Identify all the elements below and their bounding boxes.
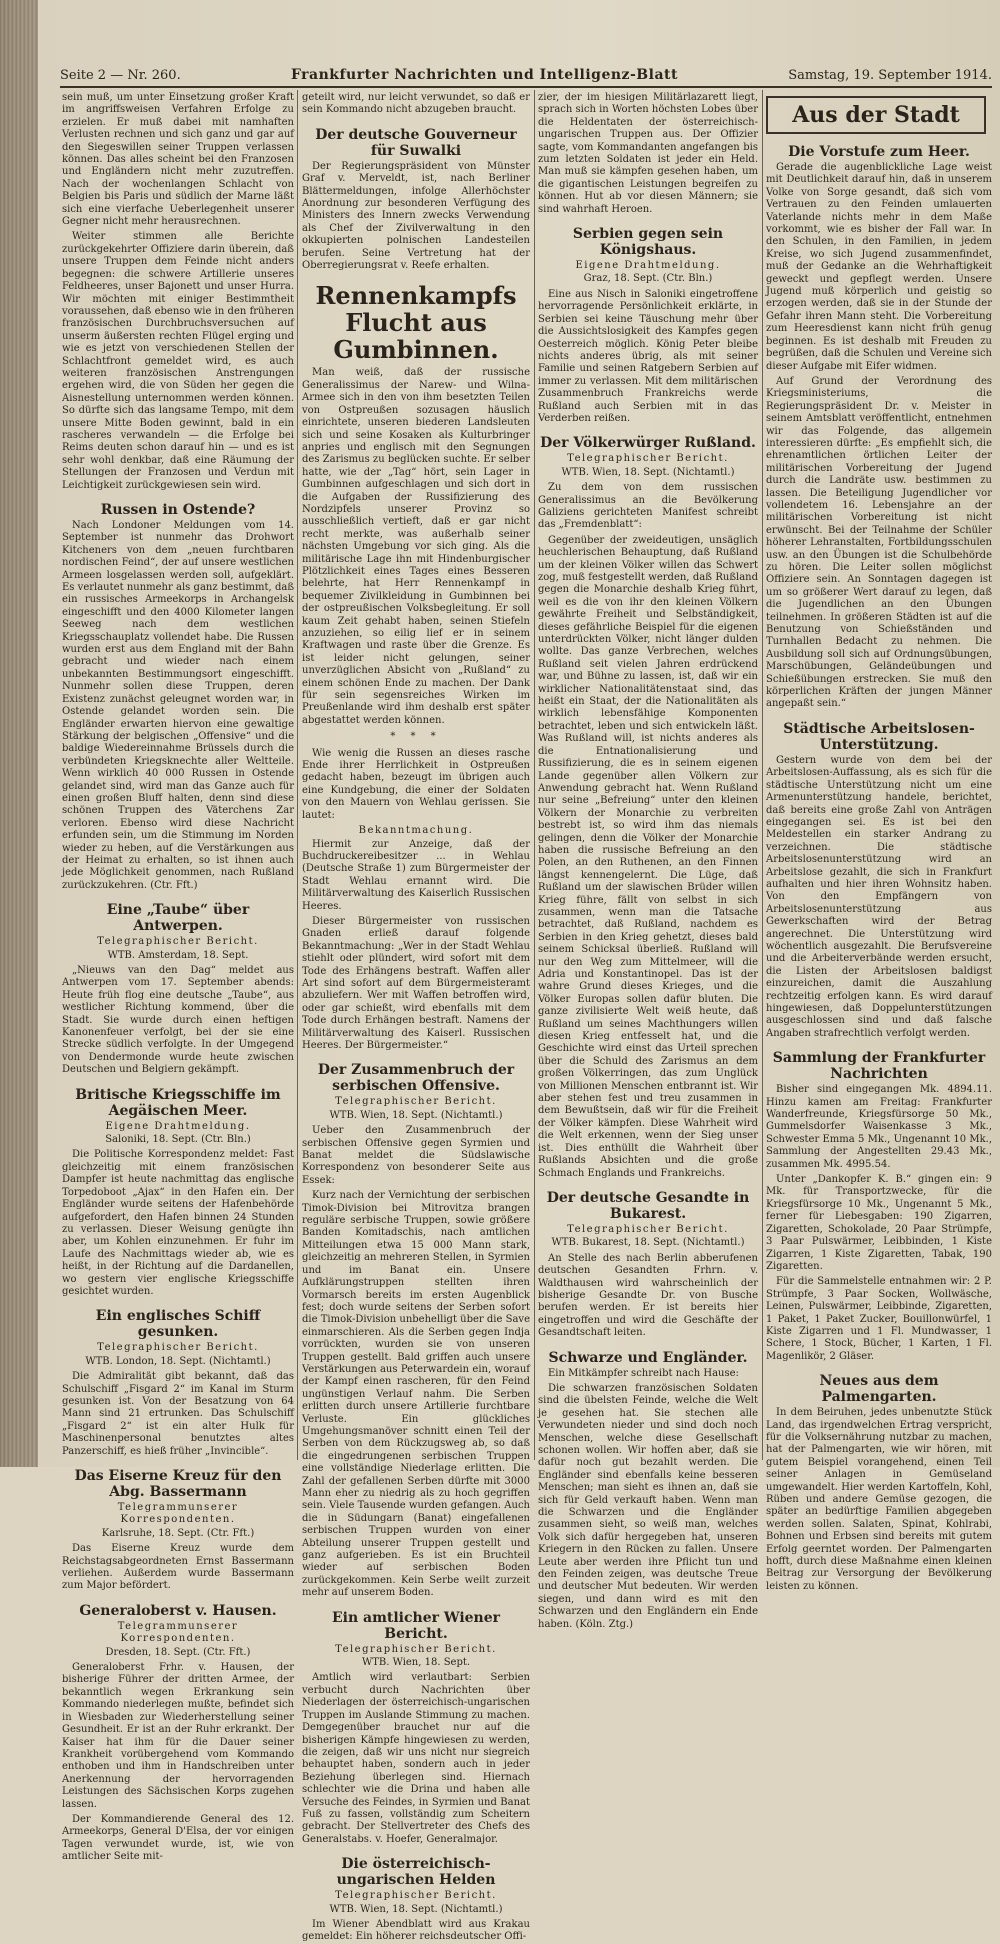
- article-headline: Ein englisches Schiff gesunken.: [95, 1308, 261, 1341]
- article-paragraph: Gestern wurde von dem bei der Arbeitslosen-Auffassung, als es sich für die städtische Unterstützung nicht um eine Armenunterstützung handele, berichtet, daß bereits eine große Zahl von Anträgen eingegangen sei. Es ist bei den Meldestellen ein starker Andrang zu verzeichnen. Die städtische Arbeitslosenunterstützung wird an Arbeitslose gezahlt, die sich in Frankfurt aufhalten und hier ihren Wohnsitz haben. Von den Empfängern von Arbeitslosenunterstützung aus Gewerkschaften wird der Betrag angerechnet. Die Unterstützung wird wöchentlich ausgezahlt. Die Berufsvereine und die Arbeiterverbände werden ersucht, die Listen der Arbeitslosen baldigst einzureichen, damit die Auszahlung rechtzeitig erfolgen kann. Es wird darauf hingewiesen, daß Doppelunterstützungen ausgeschlossen sind und daß falsche Angaben strafrechtlich verfolgt werden.: [766, 754, 992, 1039]
- article-subhead: Telegraphischer Bericht.: [567, 453, 729, 465]
- article-headline: Sammlung der Frankfurter Nachrichten: [772, 1050, 986, 1083]
- article-subhead: Telegrammunserer Korrespondenten.: [117, 1502, 239, 1526]
- article-headline: Die Vorstufe zum Heer.: [788, 144, 970, 160]
- article-paragraph: Weiter stimmen alle Berichte zurückgekehrter Offiziere darin überein, daß unsere Truppen dem Feinde nicht anders begegnen: die schwere Artillerie unseres Feldheeres, unser Bajonett und unser Hurra. Wir möchten mit einiger Bestimmtheit voraussehen, daß ebenso wie in den früheren französischen Durchbruchsversuchen auf unserm äußersten rechten Flügel erging und wie es jetzt von verschiedenen Stellen der Schlachtfront gemeldet wird, es auch weiteren französischen Anstrengungen ergehen wird, die von Süden her gegen die Aisnestellung unternommen werden können. So dürfte sich das langsame Tempo, mit dem unsere Mitte Boden gewinnt, bald in ein rascheres verwandeln — die Erfolge bei Reims deuten schon darauf hin — und es ist sehr wohl denkbar, daß eine Räumung der Stellungen der Franzosen und Verdun mit Leichtigkeit zurückgewiesen sein wird.: [62, 231, 294, 491]
- article-dateline: WTB. Amsterdam, 18. Sept.: [107, 949, 249, 961]
- article-paragraph: Der Kommandierende General des 12. Armeekorps, General D'Elsa, der vor einigen Tagen verwundet wurde, ist, wie von amtlicher Seite mit-: [62, 1813, 294, 1863]
- page-number: Seite 2 — Nr. 260.: [60, 67, 181, 83]
- article-paragraph: Kurz nach der Vernichtung der serbischen Timok-Division bei Mitrovitza brangen reguläre serbische Truppen, sowie größere Banden Komitadschis, nach amtlichen Mitteilungen etwa 15 000 Mann stark, gleichzeitig an mehreren Stellen, in Syrmien und im Banat ein. Unsere Aufklärungstruppen stellten ihren Vormarsch bereits im ersten Augenblick fest; doch wurde seitens der Serben sofort die Timok-Division unbehelligt über die Save einmarschieren. Als die Serben gegen Indja vorrückten, wurden sie von unseren Truppen gestellt. Bald griffen auch unsere Verstärkungen aus Peterwardein ein, worauf der Kampf einen rascheren, für den Feind ungünstigen Verlauf nahm. Die Serben erlitten durch unsere Artillerie furchtbare Verluste. Ein glückliches Umgehungsmanöver schnitt einen Teil der Serben von dem Rückzugsweg ab, so daß die eingedrungenen serbischen Truppen eine vollständige Niederlage erlitten. Die Zahl der gefallenen Serben dürfte mit 3000 Mann eher zu niedrig als zu hoch gegriffen sein. Viele Tausende wurden gefangen. Auch die in Südungarn (Banat) eingefallenen serbischen Truppen wurden von einer Abteilung unserer Truppen gestellt und ganz aufgerieben. Es ist ein Bruchteil wieder auf serbischen Boden zurückgekommen. Kein Serbe weilt zurzeit mehr auf unserem Boden.: [302, 1190, 530, 1599]
- article-paragraph: In dem Beiruhen, jedes unbenutzte Stück Land, das irgendwelchen Ertrag verspricht, für die Volksernährung nutzbar zu machen, hat der Palmengarten, wie wir hören, mit gutem Beispiel vorangehend, einen Teil seiner Anlagen in Gemüseland umgewandelt. Hier werden Kartoffeln, Kohl, Rüben und andere Gemüse gezogen, die später an bedürftige Familien abgegeben werden sollen. Salaten, Spinat, Kohlrabi, Bohnen und Erbsen sind bereits mit gutem Erfolg geerntet worden. Der Palmengarten hofft, durch diese Maßnahme einen kleinen Beitrag zur Versorgung der Bevölkerung leisten zu können.: [766, 1407, 992, 1592]
- section-banner: Aus der Stadt: [766, 96, 986, 134]
- article-paragraph: Eine aus Nisch in Saloniki eingetroffene hervorragende Persönlichkeit erklärte, in Serbien sei keine Täuschung mehr über die Aussichtslosigkeit des Kampfes gegen Oesterreich möglich. König Peter bleibe nichts anderes übrig, als mit seiner Familie und seinen Ratgebern Serbien auf immer zu verlassen. Mit dem militärischen Zusammenbruch Frankreichs werde Rußland auch Serbien mit in das Verderben reißen.: [538, 288, 758, 424]
- article-headline: Der deutsche Gesandte in Bukarest.: [546, 1189, 750, 1222]
- article-dateline: WTB. Wien, 18. Sept.: [361, 1657, 471, 1669]
- article-paragraph: An Stelle des nach Berlin abberufenen deutschen Gesandten Frhrn. v. Waldthausen wird wahrscheinlich der bisherige Gesandte Dr. von Busche berufen werden. Er ist bereits hier eingetroffen und wird die Geschäfte der Gesandtschaft leiten.: [538, 1252, 758, 1339]
- article-headline: Serbien gegen sein Königshaus.: [572, 226, 724, 259]
- article-subhead: Telegraphischer Bericht.: [567, 1223, 729, 1235]
- article-paragraph: Die Admiralität gibt bekannt, daß das Schulschiff „Fisgard 2“ im Kanal im Sturm gesunken ist. Von der Besatzung von 64 Mann sind 21 ertrunken. Das Schulschiff „Fisgard 2“ ist ein alter Hulk für Maschinenpersonal benutztes altes Panzerschiff, es hieß früher „Invincible“.: [62, 1371, 294, 1457]
- article-paragraph: Ueber den Zusammenbruch der serbischen Offensive gegen Syrmien und Banat meldet die Südslawische Korrespondenz von besonderer Seite aus Essek:: [302, 1125, 530, 1186]
- article-paragraph: Dieser Bürgermeister von russischen Gnaden erließ darauf folgende Bekanntmachung: „Wer in der Stadt Wehlau stiehlt oder plündert, wird sofort mit dem Tode des Erhängens bestraft. Waffen aller Art sind sofort auf dem Bürgermeisteramt abzuliefern. Wer mit Waffen betroffen wird, oder gar schießt, wird ebenfalls mit dem Tode durch Erhängen bestraft. Namens der Militärverwaltung des Kaiserl. Russischen Heeres. Der Bürgermeister.“: [302, 915, 530, 1051]
- column-rule: [762, 90, 763, 1460]
- article-headline: Generaloberst v. Hausen.: [79, 1602, 277, 1619]
- column-1: [62, 92, 294, 1863]
- article-headline: Rennenkampfs Flucht aus Gumbinnen.: [315, 281, 517, 365]
- article-dateline: WTB. London, 18. Sept. (Nichtamtl.): [85, 1355, 271, 1367]
- masthead-title: Frankfurter Nachrichten und Intelligenz-Blatt: [290, 67, 678, 83]
- article-paragraph: Das Eiserne Kreuz wurde dem Reichstagsabgeordneten Ernst Bassermann verliehen. Außerdem wurde Bassermann zum Major befördert.: [62, 1543, 294, 1592]
- article-dateline: WTB. Bukarest, 18. Sept. (Nichtamtl.): [551, 1237, 745, 1249]
- article-paragraph: Generaloberst Frhr. v. Hausen, der bisherige Führer der dritten Armee, der bekanntlich wegen Erkrankung sein Kommando niederlegen mußte, befindet sich in Wiesbaden zur Wiederherstellung seiner Gesundheit. Er ist an der Ruhr erkrankt. Der Kaiser hat ihm für die Dauer seiner Krankheit vorübergehend vom Kommando enthoben und ihm in Handschreiben unter Anerkennung der hervorragenden Leistungen des Sächsischen Korps zugehen lassen.: [62, 1662, 294, 1810]
- issue-date: Samstag, 19. September 1914.: [788, 67, 992, 83]
- article-subhead: Telegraphischer Bericht.: [335, 1096, 497, 1108]
- article-paragraph: Amtlich wird verlautbart: Serbien verbucht durch Nachrichten über Niederlagen der österreichisch-ungarischen Truppen im Auslande Stimmung zu machen. Demgegenüber brauchet nur auf die bisherigen Kämpfe hingewiesen zu werden, die zeigen, daß wir uns nicht nur siegreich behauptet haben, sondern auch in jeder Beziehung überlegen sind. Hiernach schlechter wie die Drina und haben alle Versuche des Feindes, in Syrmien und Banat Fuß zu fassen, vollständig zum Scheitern gebracht. Der Stellvertreter des Chefs des Generalstabs. v. Hoefer, Generalmajor.: [302, 1672, 530, 1845]
- article-dateline: Graz, 18. Sept. (Ctr. Bln.): [583, 273, 713, 285]
- article-subhead: Telegraphischer Bericht.: [335, 1890, 497, 1902]
- column-2: [302, 92, 530, 1943]
- section-separator: * * *: [390, 731, 442, 743]
- article-paragraph: Gegenüber der zweideutigen, unsäglich heuchlerischen Behauptung, daß Rußland um der kleinen Völker willen das Schwert zog, muß festgestellt werden, daß Rußland gegen die Monarchie deshalb Krieg führt, weil es die von ihr den kleinen Völkern gewährte Freiheit und Selbständigkeit, dieses gefährliche Beispiel für die eigenen unterdrückten Völker, nicht länger dulden wollte. Das ganze Verbrechen, welches Rußland seit vielen Jahren erdrückend war, und Bühne zu lassen, ist, daß wir ein wirklicher Nationalitätenstaat sind, das heißt ein Staat, der die Nationalitäten als wirklich lebensfähige Komponenten betrachtet, leben und sich entwickeln läßt. Was Rußland will, ist nichts anderes als die Entnationalisierung und Russifizierung, die es in seinem eigenen Lande gegenüber allen Völkern zur Anwendung gebracht hat. Wenn Rußland nur seine „Befreiung“ unter den kleinen Völkern der Monarchie zu verbreiten bestrebt ist, so wird ihm das niemals gelingen, denn die Völker der Monarchie haben die russische Befreiung an den Polen, an den Ruthenen, an den Finnen längst kennengelernt. Die Lüge, daß Rußland um der slawischen Brüder willen Krieg führe, fällt von selbst in sich zusammen, wenn man die Tatsache betrachtet, daß Rußland, nachdem es Serbien in den Krieg gehetzt, dieses bald seinem Schicksal überließ. Rußland will nur den Weg zum Mittelmeer, will die Adria und Konstantinopel. Das ist der wahre Grund dieses Krieges, und die Völker Europas sollen dafür bluten. Die ganze zivilisierte Welt weiß heute, daß Rußland um seines Machthungers willen diesen Krieg entfesselt hat, und die Geschichte wird einst das Urteil sprechen über die Schuld des Zarismus an dem großen Völkerringen, das zum Unglück von Millionen Menschen entbrannt ist. Wir aber stehen fest und treu zusammen in dem Bewußtsein, daß wir für die Freiheit der Völker kämpfen. Diese Wahrheit wird die Welt erkennen, wenn der Sieg unser ist. Dies enthüllt die Wahrheit über Rußlands Absichten und die große Schmach Englands und Frankreichs.: [538, 534, 758, 1179]
- book-spine: [0, 0, 38, 1467]
- article-headline: Die österreichisch-ungarischen Helden: [336, 1856, 496, 1889]
- article-headline: Städtische Arbeitslosen-Unterstützung.: [783, 720, 975, 753]
- article-headline: Schwarze und Engländer.: [548, 1349, 748, 1366]
- article-subhead: Telegraphischer Bericht.: [97, 936, 259, 948]
- article-paragraph: Auf Grund der Verordnung des Kriegsministeriums, die Regierungspräsident Dr. v. Meister in seinem Amtsblatt veröffentlicht, entnehmen wir das Folgende, das allgemein interessieren dürfte: „Es empfiehlt sich, die ehrenamtlichen örtlichen Leiter der militärischen Vorbereitung der Jugend durch die Landräte usw. bestimmen zu lassen. Die Beteiligung Jugendlicher vor vollendetem 16. Lebensjahre an der militärischen Vorbereitung ist nicht erwünscht. Bei der Teilnahme der Schüler höherer Lehranstalten, Fortbildungsschulen usw. an den Übungen ist die Schulbehörde zu hören. Die Leiter sollen möglichst Offiziere sein. An Sonntagen dagegen ist um so größerer Wert darauf zu legen, daß die Jugendlichen an den Übungen teilnehmen. In größeren Städten ist auf die Benutzung von Schießständen und Turnhallen Bedacht zu nehmen. Die Ausbildung soll sich auf Ordnungsübungen, Marschübungen, Geländeübungen und Schießübungen erstrecken. Sie muß den körperlichen Kräften der jungen Männer angepaßt sein.“: [766, 375, 992, 710]
- article-headline: Der Zusammenbruch der serbischen Offensive.: [317, 1062, 515, 1095]
- article-subhead: Bekanntmachung.: [358, 825, 474, 837]
- article-subhead: Telegrammunserer Korrespondenten.: [117, 1620, 239, 1645]
- article-headline: Der Völkerwürger Rußland.: [540, 435, 756, 452]
- article-paragraph: sein muß, um unter Einsetzung großer Kraft im angriffsweisen Verfahren Erfolge zu erzielen. Er muß dabei mit namhaften Verlusten rechnen und sich ganz und gar auf den Siegeswillen seiner Truppen verlassen können. Das alles scheint bei den Franzosen und Engländern nicht mehr zuzutreffen. Nach der wochenlangen Schlacht von Belgien bis Paris und südlich der Marne läßt sich eine vierfache Ueberlegenheit unserer Gegner nicht mehr herausrechnen.: [62, 92, 294, 228]
- article-paragraph: Ein Mitkämpfer schreibt nach Hause:: [548, 1367, 739, 1379]
- article-headline: Der deutsche Gouverneur für Suwalki: [315, 126, 517, 159]
- article-paragraph: Zu dem von dem russischen Generalissimus an die Bevölkerung Galiziens gerichteten Manifest schreibt das „Fremdenblatt“:: [538, 482, 758, 531]
- article-dateline: Dresden, 18. Sept. (Ctr. Fft.): [105, 1646, 251, 1658]
- article-paragraph: zier, der im hiesigen Militärlazarett liegt, sprach sich in Worten höchsten Lobes über die Heldentaten der österreichisch-ungarischen Truppen aus. Der Offizier sagte, vom Kommandanten angefangen bis zum letzten Soldaten ist jeder ein Held. Man muß sie kämpfen gesehen haben, um die gigantischen Leistungen begreifen zu können. Hut ab vor diesen Männern; sie sind wahrhaft Heroen.: [538, 92, 758, 215]
- column-3: [538, 92, 758, 1630]
- column-rule: [297, 90, 298, 1460]
- article-headline: Eine „Taube“ über Antwerpen.: [106, 902, 250, 935]
- article-dateline: Saloniki, 18. Sept. (Ctr. Bln.): [105, 1134, 251, 1146]
- article-paragraph: Nach Londoner Meldungen vom 14. September ist nunmehr das Drohwort Kitcheners von dem „neuen furchtbaren nordischen Feind“, der auf unsere westlichen Armeen losgelassen werden soll, aufgeklärt. Es verlautet nunmehr als ganz bestimmt, daß ein russisches Armeekorps in Archangelsk eingeschifft und den 4000 Kilometer langen Seeweg nach dem westlichen Kriegsschauplatz vollendet habe. Die Russen wurden erst aus dem England mit der Bahn gebracht und wieder nach einem unbekannten Bestimmungsort eingeschifft. Nunmehr sollen diese Truppen, deren Existenz zunächst geleugnet worden war, in Ostende gelandet worden sein. Die Engländer erwarten hiervon eine gewaltige Stärkung der belgischen „Offensive“ und die baldige Wiedereinnahme Brüssels durch die verbündeten Kriegsknechte aller Weltteile. Wenn wirklich 40 000 Russen in Ostende gelandet sind, wird man das Ganze auch für einen großen Bluff halten, denn sind diese schönen Truppen des Väterchens Zar verloren. Ebenso wird diese Nachricht erfunden sein, um die Stimmung im Norden wieder zu heben, auf die Verstärkungen aus der Heimat zu erhalten, so ist ihnen auch jede Möglichkeit genommen, nach Rußland zurückzukehren. (Ctr. Fft.): [62, 520, 294, 891]
- article-paragraph: Man weiß, daß der russische Generalissimus der Narew- und Wilna-Armee sich in den von ihm besetzten Teilen von Ostpreußen sozusagen häuslich einrichtete, unseren biederen Landsleuten sich und seine Kosaken als Kulturbringer anpries und englisch mit den Segnungen des Zarismus zu beglücken suchte. Er selber hatte, wie der „Tag“ hört, sein Lager in Gumbinnen aufgeschlagen und sich dort in die Aufgaben der Russifizierung des Nordzipfels unserer Provinz so ausschließlich vertieft, daß er gar nicht recht merkte, was außerhalb seiner nächsten Umgebung vor sich ging. Als die militärische Lage ihn mit Hindenburgischer Plötzlichkeit eines Tages eines Besseren belehrte, hat Herr Rennenkampf in bequemer Zivilkleidung in Gumbinnen bei der ostpreußischen Volksbegleitung. Er soll kaum Zeit gehabt haben, seinen Stiefeln anzuziehen, so eilig lief er in seinem Kraftwagen und raste über die Grenze. Es ist leider nicht gelungen, seiner unverzüglichen Absicht von „Rußland“ zu einem schönen Ende zu machen. Der Dank für sein segensreiches Wirken im Preußenlande wird ihm deshalb erst später abgestattet werden können.: [302, 367, 530, 726]
- article-paragraph: „Nieuws van den Dag“ meldet aus Antwerpen vom 17. September abends: Heute früh flog eine deutsche „Taube“, aus westlicher Richtung kommend, über die Stadt. Sie wurde durch einen heftigen Kanonenfeuer verfolgt, bei der sie eine Strecke südlich verfolgte. In der Umgegend von Dendermonde wurde heute zwischen Deutschen und Belgiern gekämpft.: [62, 965, 294, 1076]
- column-rule: [534, 90, 535, 1460]
- article-paragraph: Hiermit zur Anzeige, daß der Buchdruckereibesitzer ... in Wehlau (Deutsche Straße 1) zum Bürgermeister der Stadt Wehlau ernannt wird. Die Militärverwaltung des Kaiserlich Russischen Heeres.: [302, 838, 530, 912]
- article-paragraph: geteilt wird, nur leicht verwundet, so daß er sein Kommando nicht abzugeben braucht.: [302, 92, 530, 116]
- article-headline: Russen in Ostende?: [100, 502, 256, 518]
- article-subhead: Eigene Drahtmeldung.: [105, 1120, 251, 1132]
- article-headline: Das Eiserne Kreuz für den Abg. Bassermann: [74, 1468, 282, 1500]
- article-dateline: WTB. Wien, 18. Sept. (Nichtamtl.): [561, 466, 735, 478]
- article-headline: Ein amtlicher Wiener Bericht.: [331, 1609, 501, 1642]
- article-paragraph: Die Politische Korrespondenz meldet: Fast gleichzeitig mit einem französischen Dampfer ist heute nachmittag das englische Torpedoboot „Ajax“ in den Hafen ein. Der Engländer wurde seitens der Hafenbehörde aufgefordert, den Hafen binnen 24 Stunden zu verlassen. Dieser Weisung genügte ihn aber, um Kohlen einzunehmen. Er fuhr im Laufe des Nachmittags wieder ab, wie es heißt, in der Richtung auf die Dardanellen, wo gestern vier englische Kriegsschiffe gesichtet wurden.: [62, 1149, 294, 1297]
- page-header: [60, 64, 992, 88]
- article-dateline: WTB. Wien, 18. Sept. (Nichtamtl.): [329, 1903, 503, 1915]
- article-headline: Britische Kriegsschiffe im Aegäischen Meer.: [75, 1086, 281, 1119]
- article-dateline: Karlsruhe, 18. Sept. (Ctr. Fft.): [101, 1527, 255, 1539]
- article-paragraph: Bisher sind eingegangen Mk. 4894.11. Hinzu kamen am Freitag: Frankfurter Wanderfreunde, Kriegsfürsorge 50 Mk., Gummelsdorfer Waisenkasse 3 Mk., Schwester Emma 5 Mk., Ungenannt 10 Mk., Sammlung der Angestellten 29.43 Mk., zusammen Mk. 4995.54.: [766, 1084, 992, 1170]
- article-paragraph: Der Regierungspräsident von Münster Graf v. Merveldt, ist, nach Berliner Blättermeldungen, infolge Allerhöchster Anordnung zur besonderen Verfügung des Ministers des Innern zwecks Verwendung als Chef der Zivilverwaltung in den okkupierten polnischen Landesteilen berufen. Seine Vertretung hat der Oberregierungsrat v. Reefe erhalten.: [302, 160, 530, 272]
- article-subhead: Telegraphischer Bericht.: [97, 1342, 259, 1354]
- article-dateline: WTB. Wien, 18. Sept. (Nichtamtl.): [329, 1109, 503, 1121]
- article-paragraph: Im Wiener Abendblatt wird aus Krakau gemeldet: Ein höherer reichsdeutscher Offi-: [302, 1918, 530, 1943]
- article-subhead: Eigene Drahtmeldung.: [575, 260, 721, 272]
- article-paragraph: Unter „Dankopfer K. B.“ gingen ein: 9 Mk. für Transportzwecke, für die Kriegsfürsorge 10 Mk., Ungenannt 5 Mk., ferner für Liebesgaben: 190 Zigarren, Zigaretten, Schokolade, 20 Paar Strümpfe, 3 Paar Pulswärmer, Leibbinden, 1 Kiste Zigarren, 1 Kiste Zigaretten, Tabak, 190 Zigaretten.: [766, 1174, 992, 1272]
- article-paragraph: Für die Sammelstelle entnahmen wir: 2 P. Strümpfe, 3 Paar Socken, Wollwäsche, Leinen, Pulswärmer, Leibbinde, Zigaretten, 1 Paket, 1 Paket Zucker, Bouillonwürfel, 1 Kiste Zigarren und 1 Fl. Mundwasser, 1 Schere, 1 Stock, Bücher, 1 Karten, 1 Fl. Magenlikör, 2 Gläser.: [766, 1276, 992, 1362]
- column-4: [766, 92, 992, 1592]
- article-paragraph: Wie wenig die Russen an dieses rasche Ende ihrer Herrlichkeit in Ostpreußen gedacht haben, bezeugt im übrigen auch eine Kundgebung, die einer der Soldaten von den Mauern von Wehlau gerissen. Sie lautet:: [302, 747, 530, 821]
- article-headline: Neues aus dem Palmengarten.: [819, 1373, 939, 1406]
- article-paragraph: Gerade die augenblickliche Lage weist mit Deutlichkeit darauf hin, daß in unserem Volke von Sorge gesandt, daß sich vom Vertrauen zu den Feinden umlauerten Vaterlande nichts mehr in dem Maße vorkommt, wie es bisher der Fall war. In den Schulen, in den Familien, in jedem Kreise, wo sich Jugend zusammenfindet, muß der Gedanke an die Wehrhaftigkeit geweckt und gepflegt werden. Unsere Jugend muß körperlich und geistig so erzogen werden, daß sie in der Stunde der Gefahr ihren Mann steht. Die Vorbereitung zum Heeresdienst kann nicht früh genug beginnen. Es ist deshalb mit Freuden zu begrüßen, daß die Schulen und Vereine sich dieser Aufgabe mit Eifer widmen.: [766, 162, 992, 372]
- article-paragraph: Die schwarzen französischen Soldaten sind die übelsten Feinde, welche die Welt je gesehen hat. Sie stechen alle Verwundeten nieder und sind doch noch Menschen, welche diese Gesellschaft schonen wollen. Wir hoffen aber, daß sie dafür noch gut bezahlt werden. Die Engländer sind ebenfalls keine besseren Menschen; man sieht es ihnen an, daß sie sich für Geld verkauft haben. Wenn man die Schwarzen und die Engländer zusammen sieht, so weiß man, welches Volk sich dafür hergegeben hat, unseren Kriegern in den Rücken zu fallen. Unsere Leute aber werden ihre Pflicht tun und den Feinden zeigen, was deutsche Treue und deutscher Mut bedeuten. Wir werden siegen, und dann wird es mit den Schwarzen und den Engländern ein Ende haben. (Köln. Ztg.): [538, 1382, 758, 1630]
- article-subhead: Telegraphischer Bericht.: [335, 1643, 497, 1655]
